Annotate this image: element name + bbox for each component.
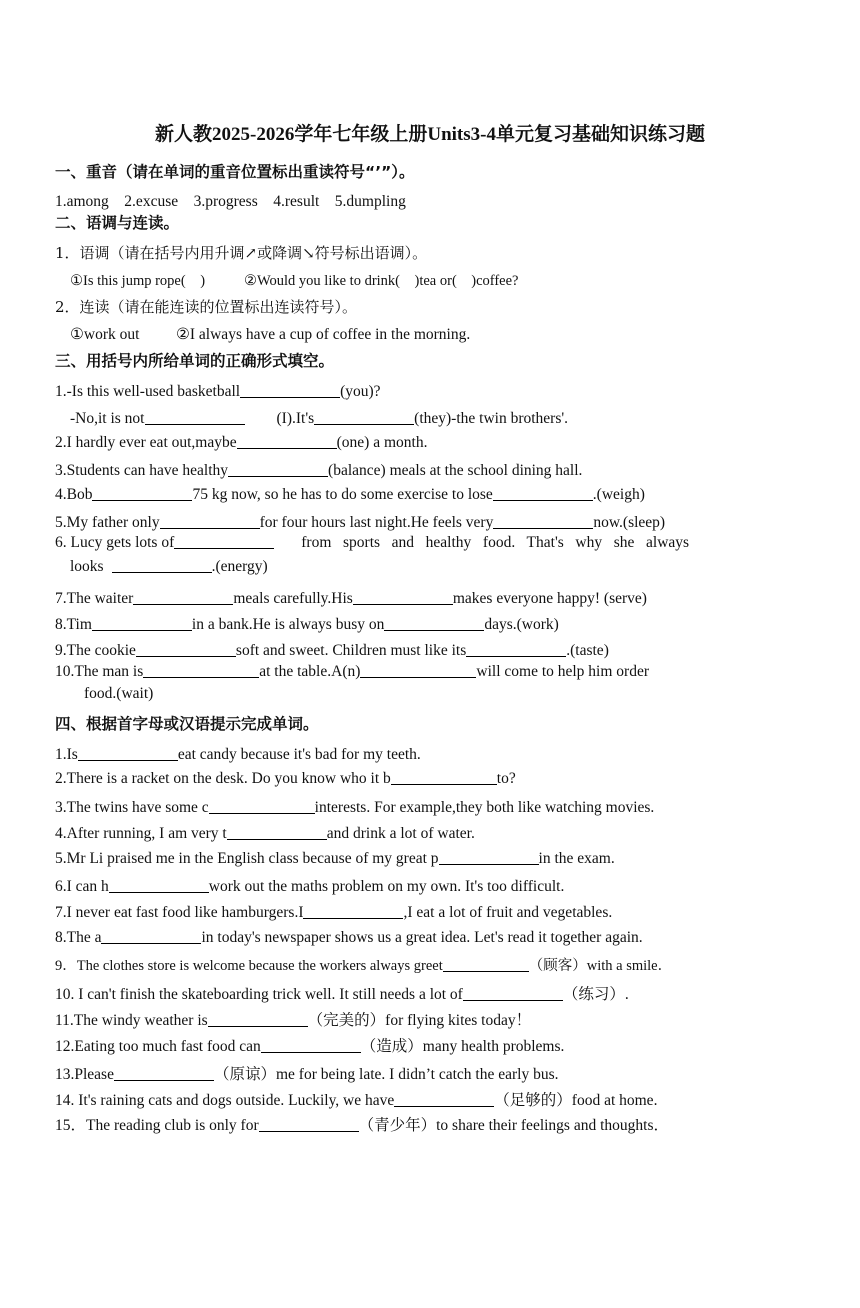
s4-question-11: 11.The windy weather is （完美的）for flying kites today！ — [55, 1012, 532, 1029]
stress-words: 1.among 2.excuse 3.progress 4.result 5.dumpling — [55, 193, 406, 210]
section-4-heading: 四、根据首字母或汉语提示完成单词。 — [55, 715, 319, 733]
answer-blank[interactable] — [143, 661, 259, 678]
s4-question-12: 12.Eating too much fast food can （造成）many health problems. — [55, 1038, 565, 1055]
answer-blank[interactable] — [394, 1090, 494, 1107]
s3-question-4: 4.Bob 75 kg now, so he has to do some exercise to lose .(weigh) — [55, 486, 645, 503]
s3-question-1: 1.-Is this well-used basketball (you)? — [55, 383, 381, 400]
s3-question-2: 2.I hardly ever eat out,maybe (one) a month. — [55, 434, 428, 451]
answer-blank[interactable] — [360, 661, 476, 678]
answer-blank[interactable] — [443, 955, 529, 972]
answer-blank[interactable] — [208, 1010, 308, 1027]
answer-blank[interactable] — [240, 381, 340, 398]
s3-question-6: 6. Lucy gets lots of from sports and healthy food. That's why she always — [55, 534, 690, 551]
s4-question-6: 6.I can h work out the maths problem on my own. It's too difficult. — [55, 878, 565, 895]
page-title: 新人教2025-2026学年七年级上册Units3-4单元复习基础知识练习题 — [155, 124, 705, 145]
liaison-item-1: ①work out — [70, 326, 140, 343]
s3-question-6-cont: looks .(energy) — [70, 558, 268, 575]
s4-question-5: 5.Mr Li praised me in the English class because of my great p in the exam. — [55, 850, 615, 867]
answer-blank[interactable] — [259, 1115, 359, 1132]
liaison-item-2: ②I always have a cup of coffee in the morning. — [176, 326, 471, 343]
answer-blank[interactable] — [133, 588, 233, 605]
answer-blank[interactable] — [493, 484, 593, 501]
s4-question-7: 7.I never eat fast food like hamburgers.I ,I eat a lot of fruit and vegetables. — [55, 904, 613, 921]
s3-question-1-reply: -No,it is not (I).It's (they)-the twin brothers'. — [70, 410, 569, 427]
answer-blank[interactable] — [303, 902, 403, 919]
liaison-instruction: 2．连读（请在能连读的位置标出连读符号）。 — [55, 298, 358, 316]
s4-question-4: 4.After running, I am very t and drink a lot of water. — [55, 825, 475, 842]
answer-blank[interactable] — [228, 460, 328, 477]
s3-question-8: 8.Tim in a bank.He is always busy on days.(work) — [55, 616, 559, 633]
answer-blank[interactable] — [92, 614, 192, 631]
intonation-item-1: ①Is this jump rope( ) — [70, 273, 206, 289]
s4-question-3: 3.The twins have some c interests. For example,they both like watching movies. — [55, 799, 655, 816]
s3-question-9: 9.The cookie soft and sweet. Children must like its .(taste) — [55, 642, 609, 659]
answer-blank[interactable] — [391, 768, 497, 785]
s3-question-10: 10.The man is at the table.A(n) will come to help him order — [55, 663, 650, 680]
answer-blank[interactable] — [101, 927, 201, 944]
answer-blank[interactable] — [114, 1064, 214, 1081]
answer-blank[interactable] — [314, 408, 414, 425]
intonation-item-2: ②Would you like to drink( )tea or( )coffee? — [244, 273, 519, 289]
answer-blank[interactable] — [237, 432, 337, 449]
s3-question-5: 5.My father only for four hours last night.He feels very now.(sleep) — [55, 514, 666, 531]
s4-question-8: 8.The a in today's newspaper shows us a great idea. Let's read it together again. — [55, 929, 643, 946]
s4-question-9: 9．The clothes store is welcome because the workers always greet （顾客）with a smile． — [55, 955, 672, 976]
answer-blank[interactable] — [227, 823, 327, 840]
section-2-heading: 二、语调与连读。 — [55, 214, 180, 232]
section-1-heading: 一、重音（请在单词的重音位置标出重读符号“’”）。 — [55, 163, 415, 181]
answer-blank[interactable] — [92, 484, 192, 501]
s4-question-14: 14. It's raining cats and dogs outside. Luckily, we have （足够的）food at home. — [55, 1092, 658, 1109]
intonation-instruction: 1．语调（请在括号内用升调↗或降调↘符号标出语调）。 — [55, 244, 428, 262]
answer-blank[interactable] — [261, 1036, 361, 1053]
answer-blank[interactable] — [136, 640, 236, 657]
s3-question-3: 3.Students can have healthy (balance) meals at the school dining hall. — [55, 462, 583, 479]
answer-blank[interactable] — [109, 876, 209, 893]
answer-blank[interactable] — [145, 408, 245, 425]
s4-question-10: 10. I can't finish the skateboarding trick well. It still needs a lot of （练习）. — [55, 986, 629, 1003]
answer-blank[interactable] — [353, 588, 453, 605]
answer-blank[interactable] — [209, 797, 315, 814]
answer-blank[interactable] — [466, 640, 566, 657]
answer-blank[interactable] — [174, 532, 274, 549]
answer-blank[interactable] — [384, 614, 484, 631]
section-3-heading: 三、用括号内所给单词的正确形式填空。 — [55, 352, 335, 370]
answer-blank[interactable] — [463, 984, 563, 1001]
answer-blank[interactable] — [78, 744, 178, 761]
s3-question-10-cont: food.(wait) — [84, 685, 154, 702]
s4-question-1: 1.Is eat candy because it's bad for my teeth. — [55, 746, 421, 763]
s4-question-2: 2.There is a racket on the desk. Do you know who it b to? — [55, 770, 516, 787]
answer-blank[interactable] — [112, 556, 212, 573]
answer-blank[interactable] — [439, 848, 539, 865]
s3-question-7: 7.The waiter meals carefully.His makes everyone happy! (serve) — [55, 590, 647, 607]
answer-blank[interactable] — [160, 512, 260, 529]
s4-question-15: 15．The reading club is only for （青少年）to share their feelings and thoughts． — [55, 1117, 669, 1134]
answer-blank[interactable] — [493, 512, 593, 529]
s4-question-13: 13.Please （原谅）me for being late. I didn’t catch the early bus. — [55, 1066, 559, 1083]
